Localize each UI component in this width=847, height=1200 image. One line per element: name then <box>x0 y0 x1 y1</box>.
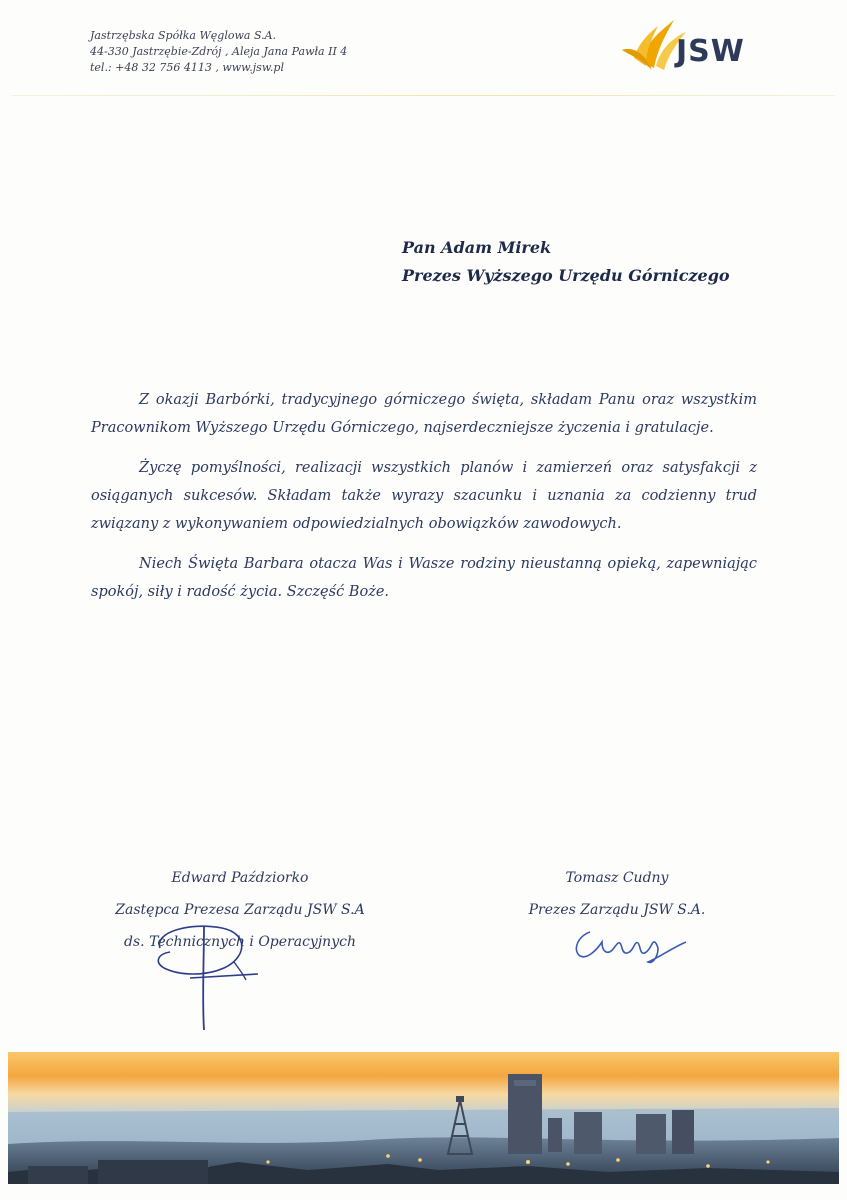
signature-block-right <box>512 862 722 926</box>
signer-right-position: Prezes Zarządu JSW S.A. <box>528 902 706 918</box>
signer-left-position: Zastępca Prezesa Zarządu JSW S.A <box>115 902 365 918</box>
recipient-name: Pan Adam Mirek <box>402 238 552 257</box>
footer-landscape-image <box>8 1052 839 1184</box>
company-address-block <box>90 28 347 76</box>
letter-body <box>91 386 757 606</box>
company-address: 44-330 Jastrzębie-Zdrój , Aleja Jana Pawła II 4 <box>90 45 348 58</box>
recipient-block <box>402 234 730 290</box>
signer-left-name: Edward Paździorko <box>171 870 309 886</box>
handwritten-signature-right <box>568 918 698 968</box>
signer-right-name: Tomasz Cudny <box>565 870 669 886</box>
jsw-logo-text: JSW <box>676 34 745 69</box>
handwritten-signature-left <box>150 918 270 1033</box>
letter-paragraph-1: Z okazji Barbórki, tradycyjnego górniczego święta, składam Panu oraz wszystkim Pracownikom Wyższego Urzędu Górniczego, najserdeczniejsze życzenia i gratulacje. <box>91 392 757 436</box>
header-divider <box>12 95 835 96</box>
company-name: Jastrzębska Spółka Węglowa S.A. <box>90 29 277 42</box>
letter-paragraph-3: Niech Święta Barbara otacza Was i Wasze rodziny nieustanną opieką, zapewniając spokój, siły i radość życia. Szczęść Boże. <box>91 556 757 600</box>
letter-paragraph-2: Życzę pomyślności, realizacji wszystkich planów i zamierzeń oraz satysfakcji z osiąganych sukcesów. Składam także wyrazy szacunku i uznania za codzienny trud związany z wykonywaniem odpowiedzialnych obowiązków zawodowych. <box>91 460 757 532</box>
company-contact: tel.: +48 32 756 4113 , www.jsw.pl <box>90 61 284 74</box>
signer-left-department: ds. Technicznych i Operacyjnych <box>124 934 356 950</box>
recipient-title: Prezes Wyższego Urzędu Górniczego <box>402 266 730 285</box>
